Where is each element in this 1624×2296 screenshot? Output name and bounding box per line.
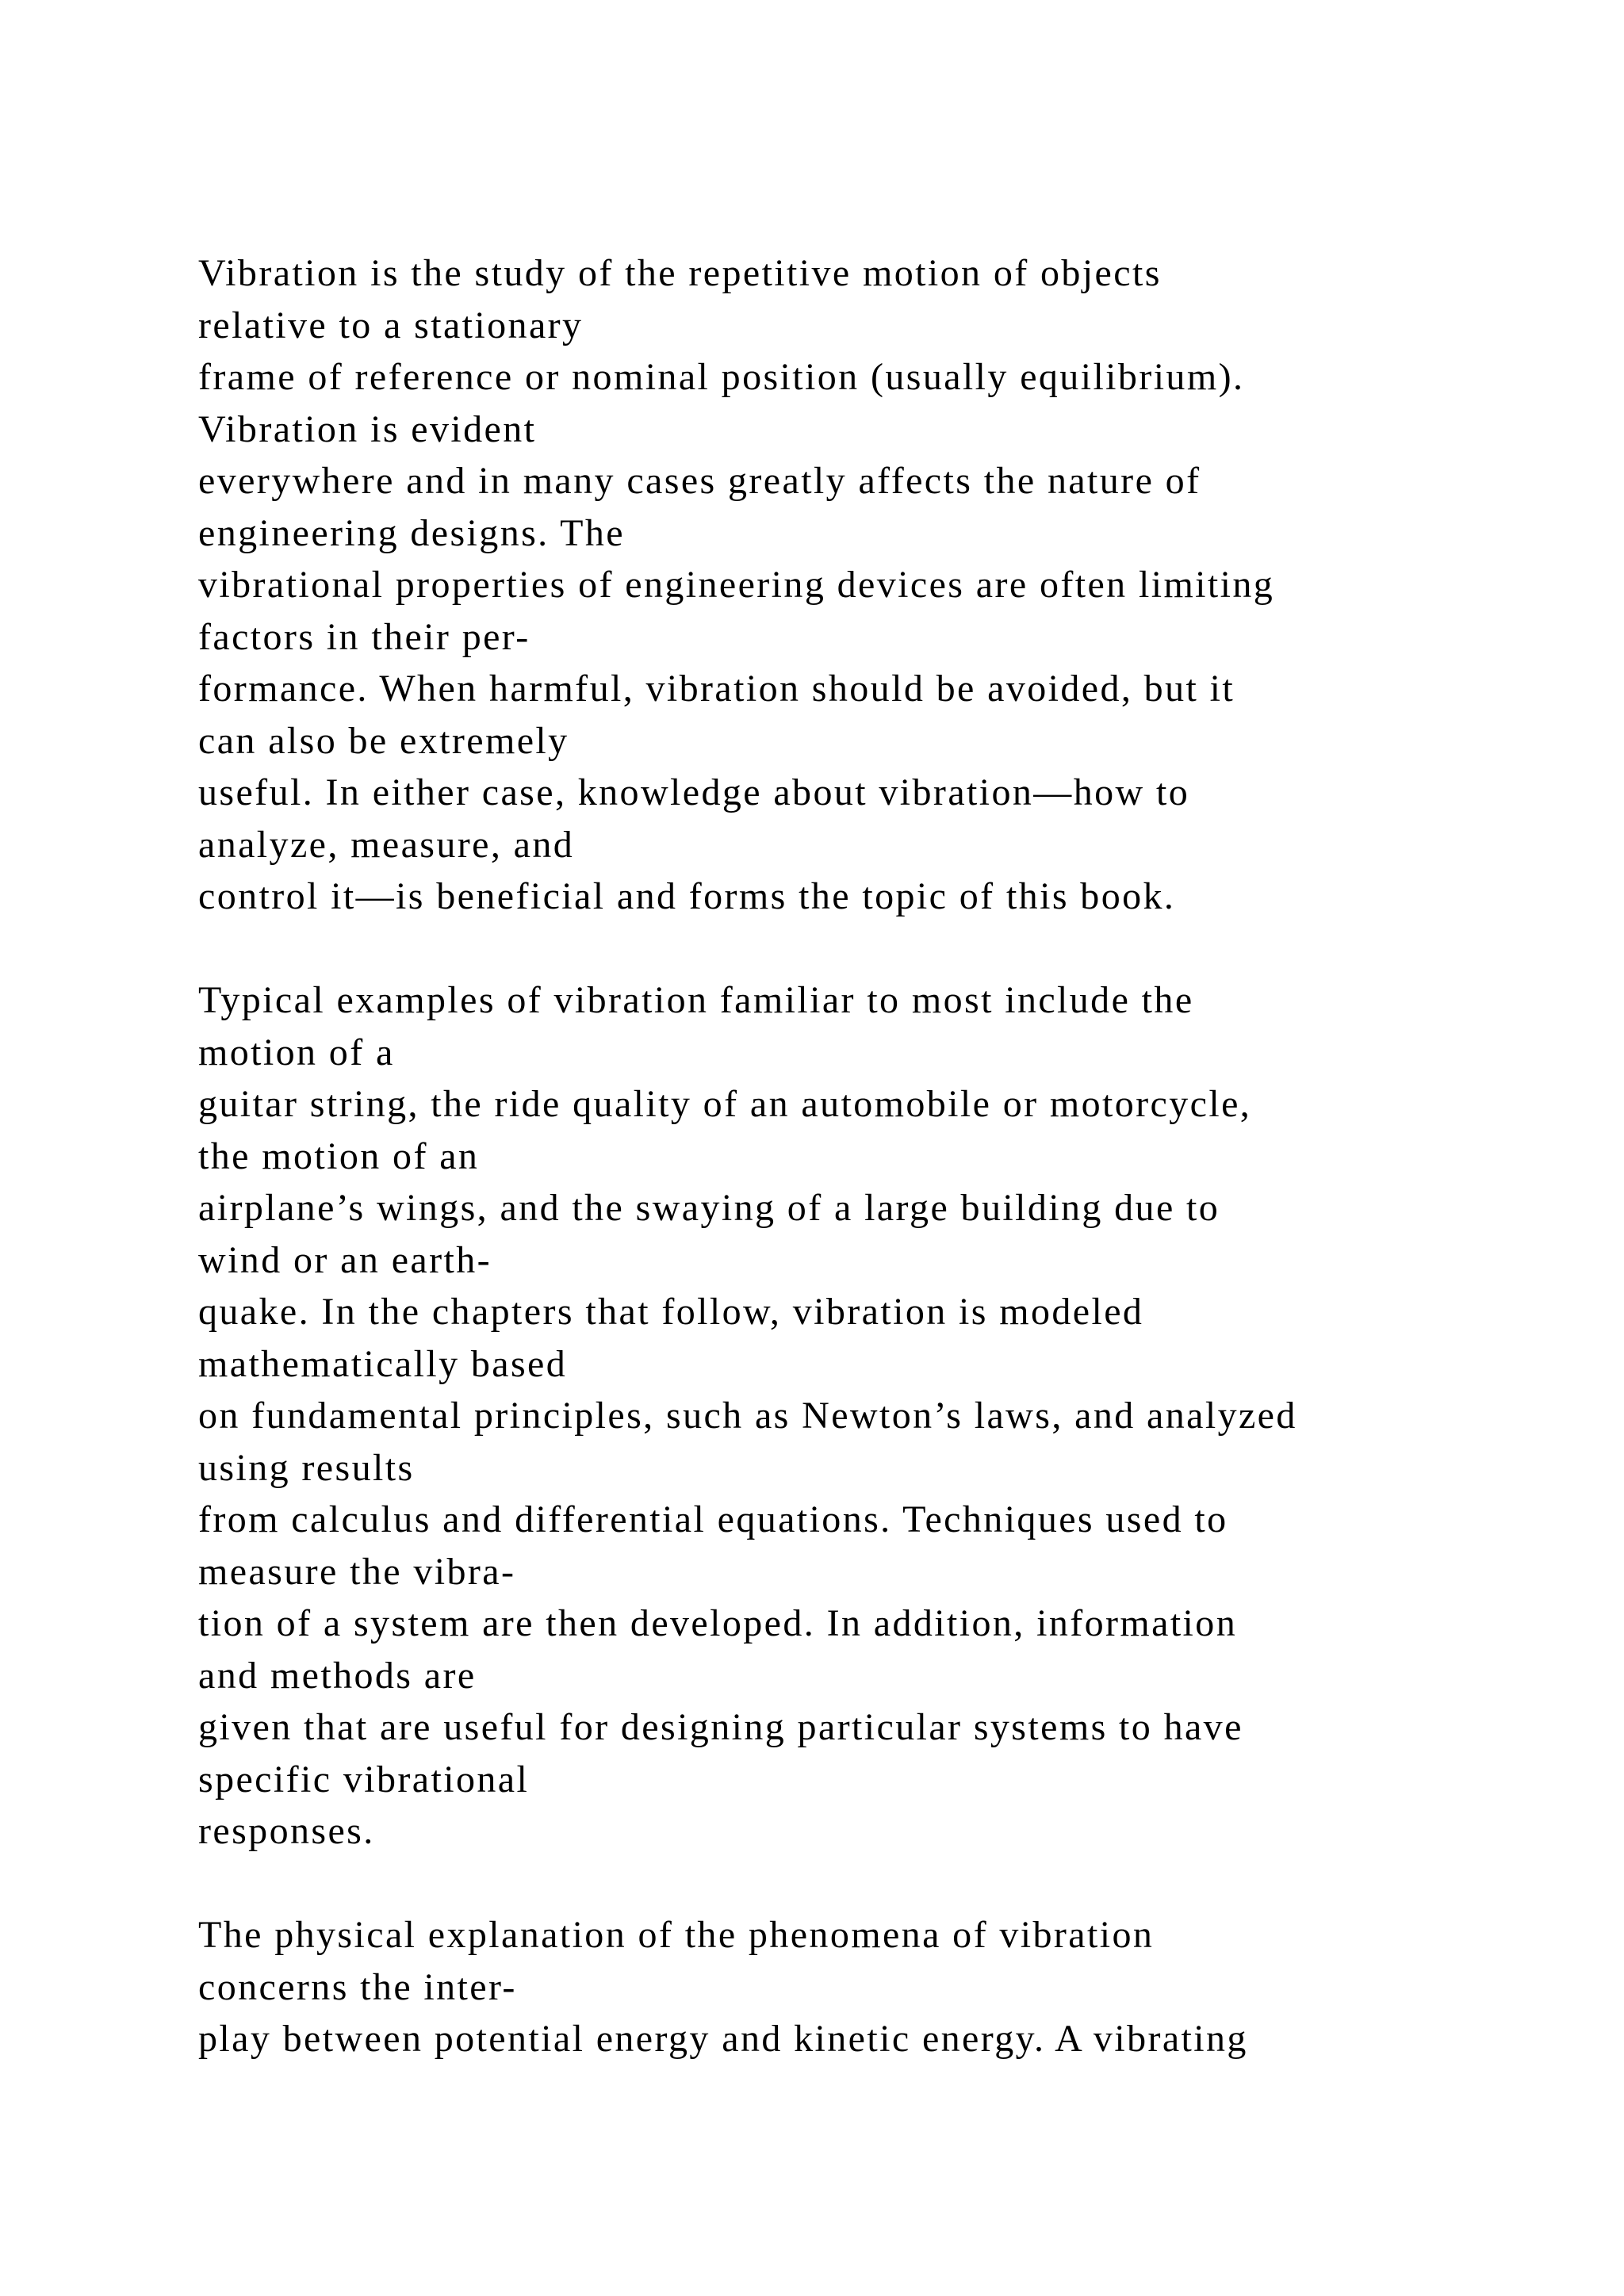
text-line: play between potential energy and kinetic energy. A vibrating (198, 2018, 1248, 2060)
text-line: formance. When harmful, vibration should be avoided, but it (198, 668, 1235, 710)
body-text (198, 247, 1546, 2117)
text-line: on fundamental principles, such as Newton’s laws, and analyzed (198, 1395, 1297, 1437)
text-line: motion of a (198, 1031, 395, 1073)
text-line: wind or an earth- (198, 1238, 492, 1281)
text-line: guitar string, the ride quality of an automobile or motorcycle, (198, 1083, 1252, 1125)
text-line: responses. (198, 1810, 375, 1852)
text-line: Vibration is evident (198, 408, 537, 450)
text-line: vibrational properties of engineering devices are often limiting (198, 564, 1275, 606)
text-line: frame of reference or nominal position (usually equilibrium). (198, 356, 1245, 398)
text-line: everywhere and in many cases greatly affects the nature of (198, 460, 1201, 502)
text-line: control it—is beneficial and forms the topic of this book. (198, 875, 1176, 917)
text-line: given that are useful for designing particular systems to have (198, 1706, 1243, 1748)
text-line: factors in their per- (198, 615, 530, 658)
text-line: mathematically based (198, 1342, 568, 1385)
paragraph-1 (198, 247, 1546, 923)
text-line: The physical explanation of the phenomena of vibration (198, 1914, 1155, 1956)
text-line: concerns the inter- (198, 1965, 517, 2008)
text-line: relative to a stationary (198, 304, 584, 346)
text-line: quake. In the chapters that follow, vibration is modeled (198, 1291, 1144, 1333)
text-line: engineering designs. The (198, 511, 625, 554)
text-line: and methods are (198, 1654, 477, 1697)
text-line: specific vibrational (198, 1758, 530, 1800)
text-line: the motion of an (198, 1135, 480, 1177)
text-line: using results (198, 1446, 415, 1489)
text-line: analyze, measure, and (198, 823, 575, 866)
text-line: can also be extremely (198, 719, 569, 762)
paragraph-2 (198, 974, 1546, 1858)
text-line: tion of a system are then developed. In addition, information (198, 1602, 1238, 1644)
text-line: useful. In either case, knowledge about vibration—how to (198, 771, 1190, 813)
paragraph-3 (198, 1909, 1546, 2065)
text-line: Typical examples of vibration familiar to most include the (198, 979, 1194, 1021)
text-line: from calculus and differential equations. Techniques used to (198, 1498, 1228, 1540)
text-line: airplane’s wings, and the swaying of a large building due to (198, 1187, 1220, 1229)
text-line: Vibration is the study of the repetitive motion of objects (198, 252, 1162, 294)
text-line: measure the vibra- (198, 1550, 516, 1593)
